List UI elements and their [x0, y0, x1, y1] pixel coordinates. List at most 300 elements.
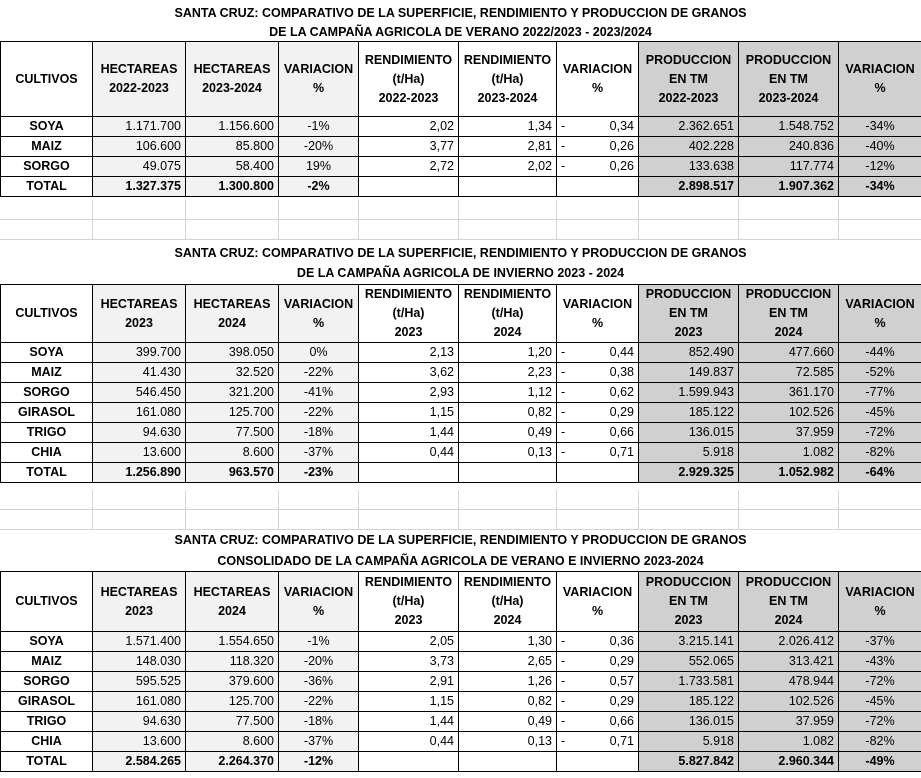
negative-sign: - [561, 674, 566, 688]
header-text-line: % [874, 81, 886, 95]
negative-sign: - [561, 445, 566, 459]
production-variation: -82% [839, 443, 921, 463]
header-text-line: % [591, 81, 604, 95]
column-header-rend2 [459, 42, 557, 117]
hectares-variation: -1% [279, 632, 359, 652]
header-text-line: VARIACION [283, 296, 354, 311]
production-prev: 852.490 [639, 343, 739, 363]
column-header-var3 [839, 42, 921, 117]
production-prev: 2.362.651 [639, 117, 739, 137]
hectares-curr: 398.050 [186, 343, 279, 363]
negative-sign: - [561, 385, 566, 399]
header-text-line: HECTAREAS [193, 296, 271, 311]
header-text-line: 2023-2024 [758, 90, 819, 105]
variation-value: 0,29 [609, 694, 634, 708]
header-text: CULTIVOS [15, 306, 78, 320]
production-curr: 1.082 [739, 443, 839, 463]
hectares-prev: 595.525 [93, 672, 186, 692]
crop-name: TRIGO [1, 423, 93, 443]
header-text-line: HECTAREAS [100, 62, 178, 76]
hectares-variation: -37% [279, 443, 359, 463]
hectares-prev: 13.600 [93, 443, 186, 463]
header-text-line: PRODUCCION [645, 287, 732, 301]
total-production-curr: 1.052.982 [739, 463, 839, 483]
table-row [1, 652, 921, 672]
production-prev: 402.228 [639, 137, 739, 157]
header-text-line: 2023 [394, 613, 423, 627]
column-header-var3 [839, 285, 921, 343]
negative-sign: - [561, 405, 566, 419]
crop-name: MAIZ [1, 363, 93, 383]
hectares-variation: -20% [279, 652, 359, 672]
crop-name: SOYA [1, 117, 93, 137]
total-row [1, 463, 921, 483]
header-text-line: VARIACION [283, 584, 354, 599]
header-text-line: 2023 [125, 315, 153, 330]
variation-value: 0,38 [609, 365, 634, 379]
empty-cell [359, 752, 459, 772]
header-text-line: PRODUCCION [745, 575, 832, 589]
total-hectares-prev: 1.256.890 [93, 463, 186, 483]
header-text-line: RENDIMIENTO [463, 52, 552, 67]
column-header-cultivos [1, 572, 93, 632]
column-header-prod2 [739, 285, 839, 343]
crop-name: SOYA [1, 343, 93, 363]
yield-curr: 2,23 [459, 363, 557, 383]
total-label: TOTAL [1, 177, 93, 197]
yield-variation [557, 712, 639, 732]
negative-sign: - [561, 365, 566, 379]
variation-value: 0,36 [609, 634, 634, 648]
column-header-var1 [279, 285, 359, 343]
table-row [1, 137, 921, 157]
yield-curr: 1,34 [459, 117, 557, 137]
production-curr: 2.026.412 [739, 632, 839, 652]
yield-curr: 1,12 [459, 383, 557, 403]
table-1-title-line-1: SANTA CRUZ: COMPARATIVO DE LA SUPERFICIE, RENDIMIENTO Y PRODUCCION DE GRANOS [174, 6, 747, 20]
variation-value: 0,29 [609, 405, 634, 419]
yield-curr: 1,26 [459, 672, 557, 692]
table-row [1, 157, 921, 177]
header-text-line: VARIACION [845, 584, 915, 599]
production-curr: 117.774 [739, 157, 839, 177]
column-header-rend1 [359, 285, 459, 343]
yield-curr: 2,81 [459, 137, 557, 157]
hectares-curr: 379.600 [186, 672, 279, 692]
column-header-rend2 [459, 285, 557, 343]
total-row [1, 752, 921, 772]
yield-prev: 1,44 [359, 712, 459, 732]
header-text-line: VARIACION [845, 296, 915, 311]
header-text-line: % [591, 315, 604, 330]
yield-prev: 1,44 [359, 423, 459, 443]
column-header-prod1 [639, 42, 739, 117]
negative-sign: - [561, 634, 566, 648]
yield-variation [557, 383, 639, 403]
yield-prev: 2,72 [359, 157, 459, 177]
header-text-line: 2023-2024 [477, 90, 538, 105]
header-text-line: (t/Ha) [392, 71, 425, 86]
production-variation: -40% [839, 137, 921, 157]
variation-value: 0,57 [609, 674, 634, 688]
hectares-variation: -1% [279, 117, 359, 137]
production-variation: -45% [839, 403, 921, 423]
crop-name: MAIZ [1, 652, 93, 672]
header-row [1, 572, 921, 632]
header-text-line: % [312, 315, 325, 330]
hectares-curr: 32.520 [186, 363, 279, 383]
crop-name: GIRASOL [1, 692, 93, 712]
hectares-curr: 125.700 [186, 403, 279, 423]
negative-sign: - [561, 694, 566, 708]
table-consolidado [0, 571, 921, 772]
total-hectares-curr: 963.570 [186, 463, 279, 483]
variation-value: 0,26 [609, 139, 634, 153]
production-prev: 185.122 [639, 692, 739, 712]
hectares-curr: 125.700 [186, 692, 279, 712]
total-hectares-variation: -2% [279, 177, 359, 197]
empty-grid-rows [0, 490, 921, 530]
production-variation: -72% [839, 423, 921, 443]
production-variation: -72% [839, 672, 921, 692]
yield-curr: 1,20 [459, 343, 557, 363]
hectares-variation: -37% [279, 732, 359, 752]
table-3-title-line-1: SANTA CRUZ: COMPARATIVO DE LA SUPERFICIE, RENDIMIENTO Y PRODUCCION DE GRANOS [174, 533, 747, 547]
header-text-line: VARIACION [562, 584, 633, 599]
header-text-line: % [874, 603, 886, 618]
hectares-variation: -22% [279, 692, 359, 712]
production-prev: 5.918 [639, 443, 739, 463]
column-header-var3 [839, 572, 921, 632]
hectares-curr: 321.200 [186, 383, 279, 403]
table-row [1, 117, 921, 137]
header-row [1, 285, 921, 343]
yield-variation [557, 652, 639, 672]
header-text-line: 2023 [674, 613, 703, 627]
table-invierno [0, 284, 921, 483]
header-text-line: HECTAREAS [100, 584, 178, 599]
total-production-variation: -64% [839, 463, 921, 483]
header-text-line: HECTAREAS [100, 296, 178, 311]
production-prev: 1.733.581 [639, 672, 739, 692]
header-text-line: VARIACION [562, 62, 633, 76]
production-variation: -44% [839, 343, 921, 363]
empty-cell [359, 177, 459, 197]
table-1-title-line-2: DE LA CAMPAÑA AGRICOLA DE VERANO 2022/2023 - 2023/2024 [269, 25, 652, 39]
hectares-prev: 49.075 [93, 157, 186, 177]
hectares-variation: 0% [279, 343, 359, 363]
header-text-line: (t/Ha) [392, 594, 425, 608]
yield-prev: 3,77 [359, 137, 459, 157]
header-text-line: 2023 [674, 325, 703, 339]
hectares-curr: 77.500 [186, 423, 279, 443]
crop-name: SORGO [1, 383, 93, 403]
total-production-prev: 2.929.325 [639, 463, 739, 483]
yield-curr: 0,13 [459, 732, 557, 752]
header-text-line: % [312, 81, 325, 95]
column-header-rend2 [459, 572, 557, 632]
header-text-line: 2024 [774, 325, 803, 339]
crop-name: CHIA [1, 443, 93, 463]
header-text-line: 2024 [493, 613, 522, 627]
header-text-line: HECTAREAS [193, 62, 271, 76]
yield-prev: 2,02 [359, 117, 459, 137]
production-curr: 313.421 [739, 652, 839, 672]
header-text: CULTIVOS [15, 594, 78, 608]
variation-value: 0,29 [609, 654, 634, 668]
hectares-variation: -22% [279, 403, 359, 423]
header-text-line: EN TM [769, 594, 808, 608]
hectares-variation: -18% [279, 423, 359, 443]
production-prev: 136.015 [639, 712, 739, 732]
variation-value: 0,34 [609, 119, 634, 133]
hectares-prev: 1.571.400 [93, 632, 186, 652]
column-header-rend1 [359, 42, 459, 117]
header-text-line: 2022-2023 [378, 90, 439, 105]
yield-prev: 1,15 [359, 692, 459, 712]
yield-variation [557, 692, 639, 712]
variation-value: 0,66 [609, 425, 634, 439]
hectares-variation: 19% [279, 157, 359, 177]
hectares-variation: -22% [279, 363, 359, 383]
table-row [1, 712, 921, 732]
header-text-line: RENDIMIENTO [364, 287, 453, 301]
hectares-curr: 58.400 [186, 157, 279, 177]
empty-cell [459, 752, 557, 772]
yield-variation [557, 137, 639, 157]
column-header-ha2 [186, 42, 279, 117]
hectares-prev: 94.630 [93, 712, 186, 732]
header-text-line: HECTAREAS [193, 584, 271, 599]
column-header-var2 [557, 42, 639, 117]
header-text-line: EN TM [669, 71, 708, 86]
production-curr: 102.526 [739, 403, 839, 423]
production-curr: 240.836 [739, 137, 839, 157]
column-header-cultivos [1, 42, 93, 117]
hectares-curr: 1.554.650 [186, 632, 279, 652]
hectares-variation: -18% [279, 712, 359, 732]
header-text-line: % [312, 603, 325, 618]
header-text-line: % [874, 315, 886, 330]
total-production-variation: -34% [839, 177, 921, 197]
total-row [1, 177, 921, 197]
table-row [1, 672, 921, 692]
hectares-curr: 8.600 [186, 443, 279, 463]
production-prev: 133.638 [639, 157, 739, 177]
table-row [1, 423, 921, 443]
yield-variation [557, 343, 639, 363]
column-header-var1 [279, 42, 359, 117]
table-2-title-line-1: SANTA CRUZ: COMPARATIVO DE LA SUPERFICIE, RENDIMIENTO Y PRODUCCION DE GRANOS [174, 246, 747, 260]
header-text-line: PRODUCCION [645, 575, 732, 589]
crop-name: GIRASOL [1, 403, 93, 423]
yield-curr: 0,82 [459, 692, 557, 712]
hectares-curr: 77.500 [186, 712, 279, 732]
table-row [1, 363, 921, 383]
header-text-line: 2024 [218, 315, 246, 330]
total-hectares-curr: 2.264.370 [186, 752, 279, 772]
yield-variation [557, 403, 639, 423]
total-production-curr: 2.960.344 [739, 752, 839, 772]
hectares-curr: 85.800 [186, 137, 279, 157]
column-header-var2 [557, 285, 639, 343]
yield-variation [557, 117, 639, 137]
header-text-line: RENDIMIENTO [364, 52, 453, 67]
total-label: TOTAL [1, 752, 93, 772]
hectares-prev: 546.450 [93, 383, 186, 403]
hectares-prev: 161.080 [93, 403, 186, 423]
total-production-variation: -49% [839, 752, 921, 772]
empty-cell [459, 177, 557, 197]
crop-name: TRIGO [1, 712, 93, 732]
variation-value: 0,62 [609, 385, 634, 399]
production-variation: -72% [839, 712, 921, 732]
hectares-curr: 118.320 [186, 652, 279, 672]
yield-variation [557, 632, 639, 652]
header-text-line: PRODUCCION [645, 52, 732, 67]
yield-prev: 2,13 [359, 343, 459, 363]
header-text-line: PRODUCCION [745, 287, 832, 301]
production-prev: 149.837 [639, 363, 739, 383]
yield-prev: 2,93 [359, 383, 459, 403]
table-row [1, 632, 921, 652]
production-curr: 477.660 [739, 343, 839, 363]
empty-cell [557, 752, 639, 772]
yield-prev: 2,05 [359, 632, 459, 652]
hectares-variation: -41% [279, 383, 359, 403]
column-header-prod2 [739, 572, 839, 632]
header-text-line: 2023-2024 [202, 81, 262, 95]
column-header-rend1 [359, 572, 459, 632]
total-hectares-prev: 1.327.375 [93, 177, 186, 197]
header-text-line: 2023 [125, 603, 153, 618]
total-production-curr: 1.907.362 [739, 177, 839, 197]
table-row [1, 692, 921, 712]
production-curr: 478.944 [739, 672, 839, 692]
yield-variation [557, 732, 639, 752]
total-production-prev: 5.827.842 [639, 752, 739, 772]
variation-value: 0,66 [609, 714, 634, 728]
production-curr: 37.959 [739, 712, 839, 732]
hectares-prev: 399.700 [93, 343, 186, 363]
variation-value: 0,71 [609, 734, 634, 748]
production-variation: -77% [839, 383, 921, 403]
negative-sign: - [561, 159, 566, 173]
header-text-line: RENDIMIENTO [463, 575, 552, 589]
production-curr: 37.959 [739, 423, 839, 443]
hectares-prev: 13.600 [93, 732, 186, 752]
production-variation: -43% [839, 652, 921, 672]
yield-prev: 0,44 [359, 732, 459, 752]
negative-sign: - [561, 654, 566, 668]
header-text: CULTIVOS [15, 71, 78, 86]
production-prev: 136.015 [639, 423, 739, 443]
header-text-line: EN TM [669, 594, 708, 608]
production-prev: 185.122 [639, 403, 739, 423]
column-header-ha2 [186, 285, 279, 343]
header-text-line: (t/Ha) [491, 71, 524, 86]
column-header-ha1 [93, 572, 186, 632]
header-text-line: (t/Ha) [491, 306, 524, 320]
variation-value: 0,44 [609, 345, 634, 359]
total-hectares-variation: -12% [279, 752, 359, 772]
total-label: TOTAL [1, 463, 93, 483]
production-curr: 72.585 [739, 363, 839, 383]
crop-name: SORGO [1, 672, 93, 692]
yield-prev: 3,62 [359, 363, 459, 383]
production-curr: 1.082 [739, 732, 839, 752]
yield-variation [557, 672, 639, 692]
production-variation: -52% [839, 363, 921, 383]
yield-curr: 0,49 [459, 423, 557, 443]
column-header-ha1 [93, 42, 186, 117]
production-prev: 5.918 [639, 732, 739, 752]
header-text-line: EN TM [769, 71, 808, 86]
hectares-variation: -20% [279, 137, 359, 157]
header-text-line: PRODUCCION [745, 52, 832, 67]
yield-variation [557, 423, 639, 443]
production-curr: 102.526 [739, 692, 839, 712]
production-variation: -82% [839, 732, 921, 752]
yield-variation [557, 157, 639, 177]
yield-curr: 0,13 [459, 443, 557, 463]
hectares-curr: 1.156.600 [186, 117, 279, 137]
hectares-prev: 106.600 [93, 137, 186, 157]
negative-sign: - [561, 425, 566, 439]
header-text-line: VARIACION [845, 62, 915, 76]
total-hectares-prev: 2.584.265 [93, 752, 186, 772]
production-prev: 3.215.141 [639, 632, 739, 652]
production-prev: 1.599.943 [639, 383, 739, 403]
table-row [1, 443, 921, 463]
header-text-line: RENDIMIENTO [463, 287, 552, 301]
variation-value: 0,71 [609, 445, 634, 459]
header-text-line: EN TM [769, 306, 808, 320]
crop-name: CHIA [1, 732, 93, 752]
hectares-prev: 41.430 [93, 363, 186, 383]
yield-prev: 2,91 [359, 672, 459, 692]
total-hectares-variation: -23% [279, 463, 359, 483]
column-header-cultivos [1, 285, 93, 343]
column-header-ha2 [186, 572, 279, 632]
header-row [1, 42, 921, 117]
column-header-var1 [279, 572, 359, 632]
table-verano [0, 41, 921, 197]
hectares-prev: 1.171.700 [93, 117, 186, 137]
column-header-prod1 [639, 285, 739, 343]
empty-grid-rows [0, 200, 921, 240]
production-variation: -12% [839, 157, 921, 177]
hectares-curr: 8.600 [186, 732, 279, 752]
header-text-line: % [591, 603, 604, 618]
total-hectares-curr: 1.300.800 [186, 177, 279, 197]
column-header-var2 [557, 572, 639, 632]
header-text-line: 2024 [218, 603, 246, 618]
yield-curr: 2,02 [459, 157, 557, 177]
yield-prev: 3,73 [359, 652, 459, 672]
empty-cell [557, 463, 639, 483]
crop-name: MAIZ [1, 137, 93, 157]
hectares-prev: 148.030 [93, 652, 186, 672]
header-text-line: VARIACION [283, 62, 354, 76]
yield-prev: 1,15 [359, 403, 459, 423]
yield-curr: 1,30 [459, 632, 557, 652]
production-curr: 1.548.752 [739, 117, 839, 137]
hectares-prev: 161.080 [93, 692, 186, 712]
negative-sign: - [561, 734, 566, 748]
negative-sign: - [561, 139, 566, 153]
yield-variation [557, 363, 639, 383]
